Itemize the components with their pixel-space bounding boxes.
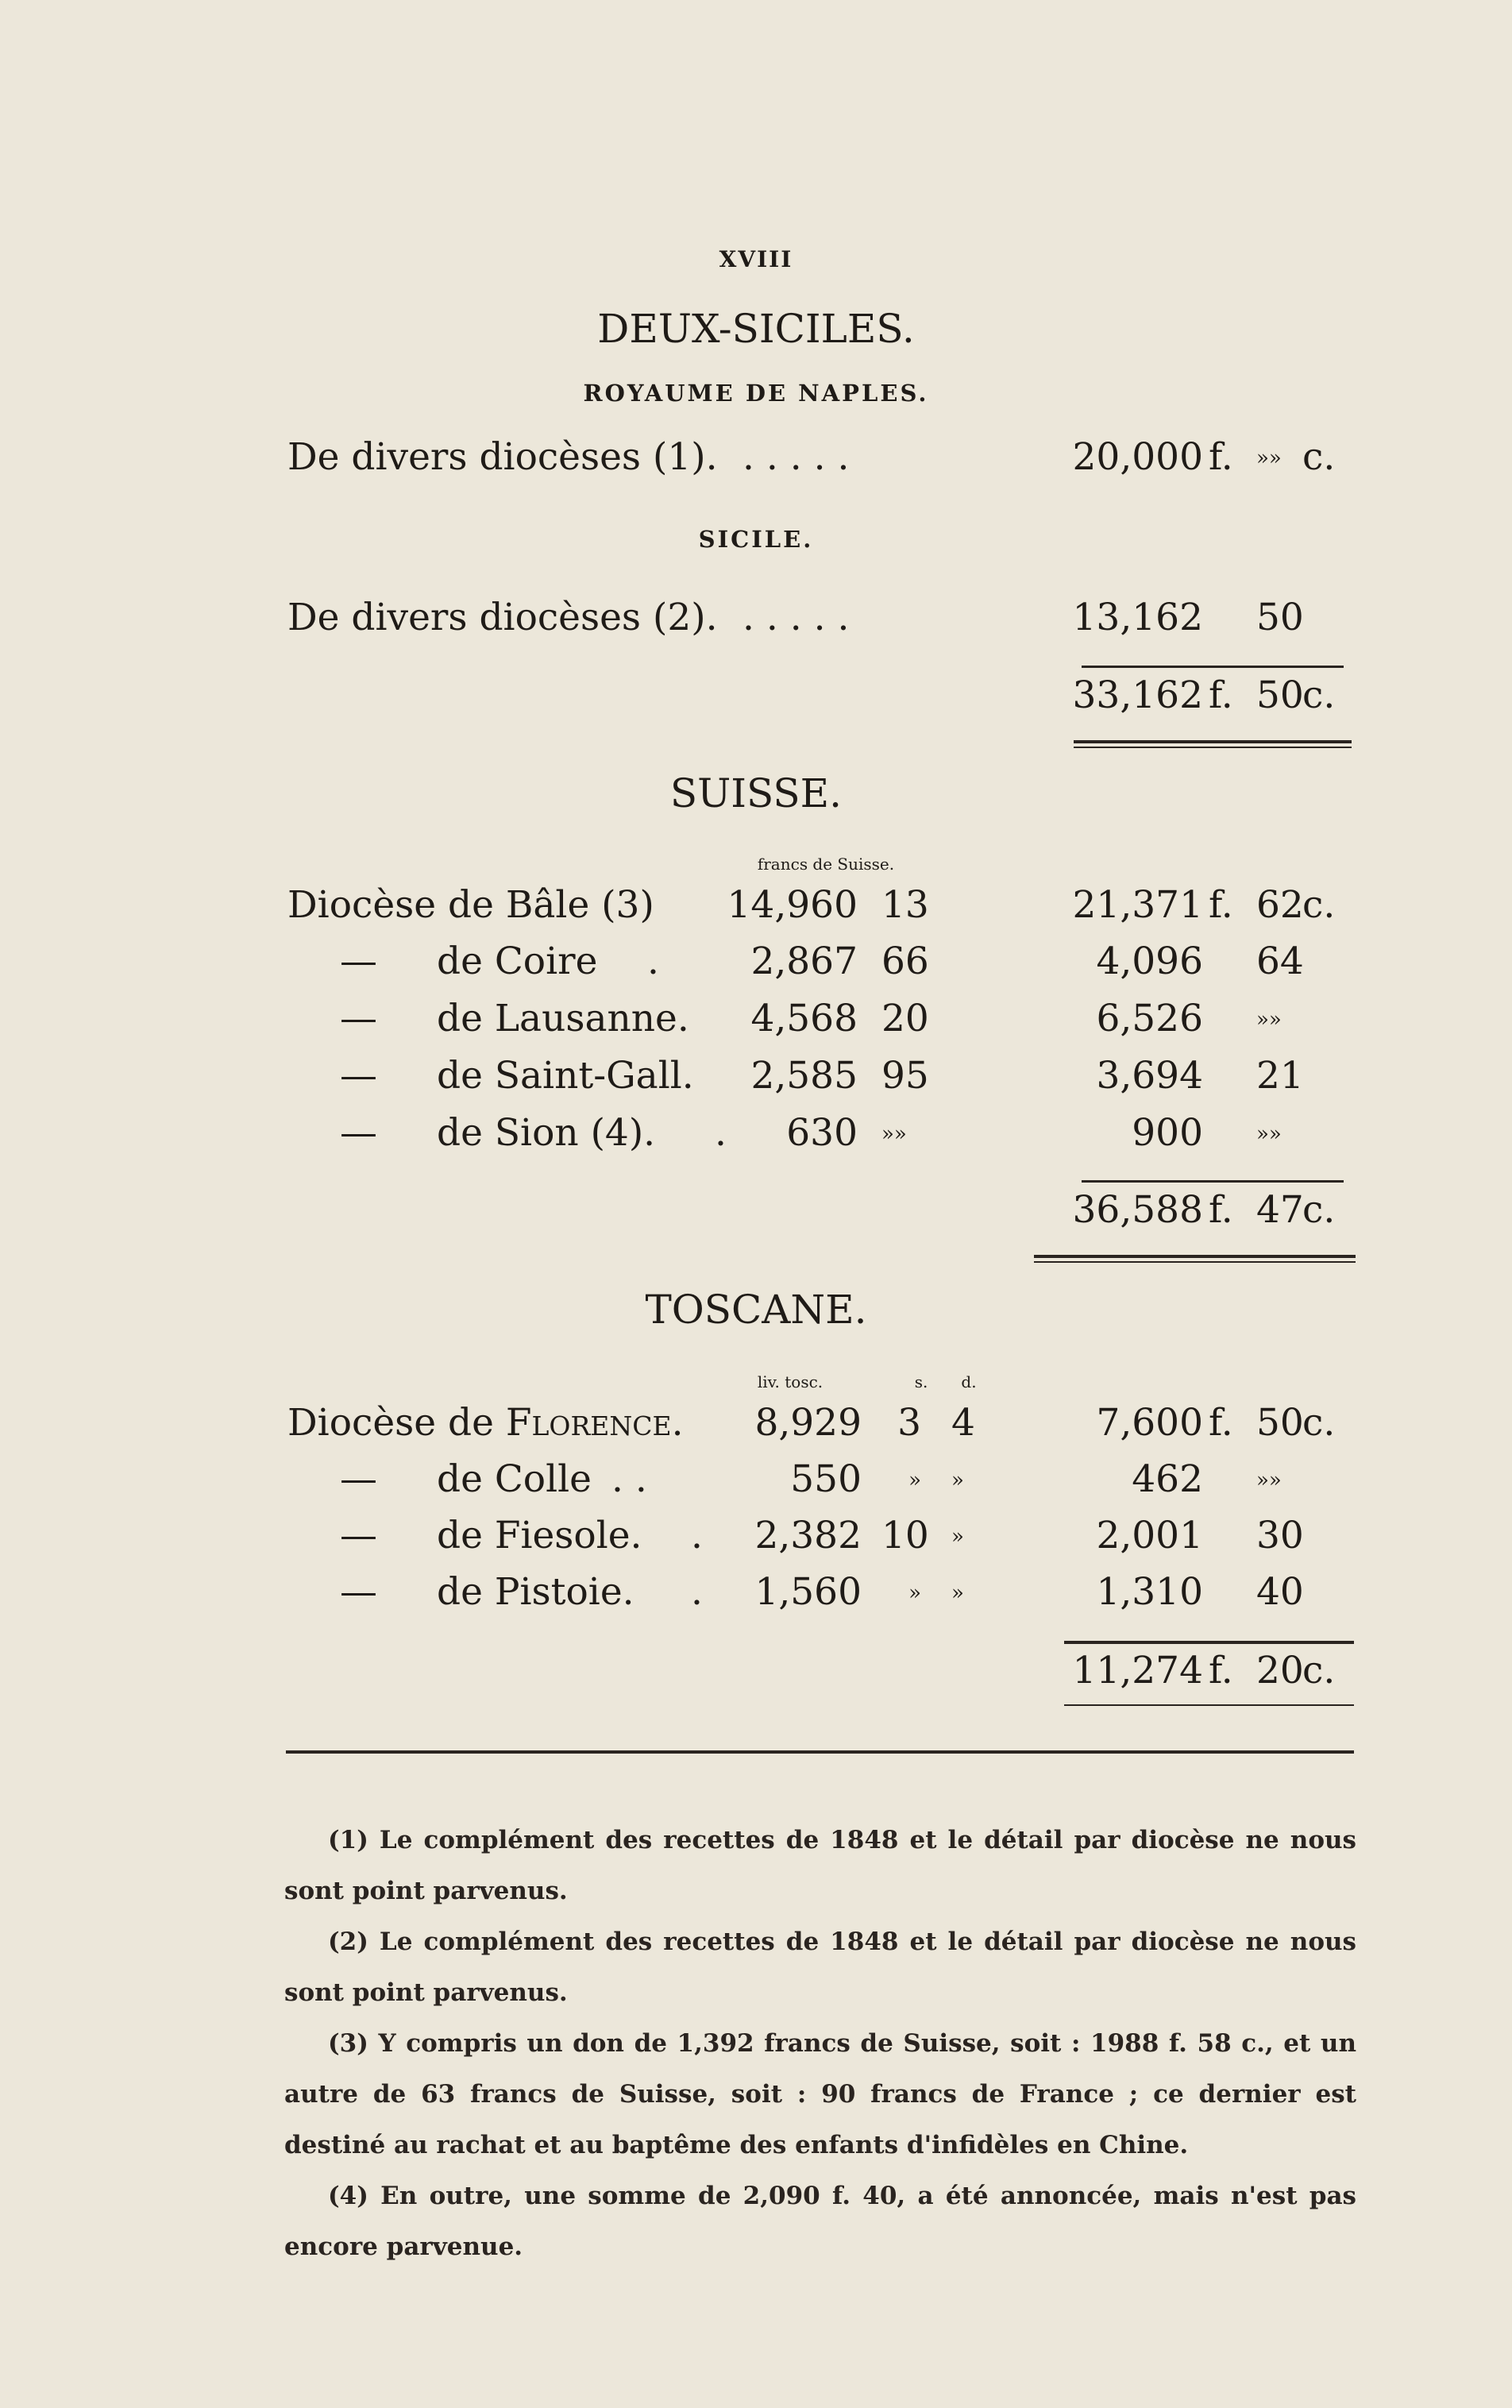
total-deux-siciles	[0, 673, 1512, 731]
francs-value: 6,526	[1096, 997, 1203, 1040]
footnote-3: (3) Y compris un don de 1,392 francs de Suisse, soit : 1988 f. 58 c., et un autre de 63 francs de Suisse, soit : 90 francs de France ; ce dernier est destiné au rachat et au baptême des enfants d'infidèles en Chine.	[284, 2029, 1356, 2159]
local-units: 14,960	[727, 883, 858, 927]
local-sub: 66	[881, 940, 929, 983]
row-pistoie	[0, 1570, 1512, 1627]
subtotal-rule	[1082, 1180, 1344, 1183]
cents-unit: c.	[1302, 1401, 1336, 1445]
subtotal-rule	[1082, 666, 1344, 668]
row-label	[287, 1401, 684, 1445]
footnote-separator	[286, 1750, 1354, 1754]
leader-dots: .	[691, 1514, 703, 1557]
ditto-dash: —	[340, 997, 377, 1040]
cents-value: »»	[1256, 1122, 1282, 1146]
local-units: 630	[786, 1111, 858, 1155]
total-cents: 20	[1256, 1649, 1304, 1692]
ditto-dash: —	[340, 1054, 377, 1098]
local-sub: »»	[881, 1122, 907, 1146]
francs-value: 900	[1132, 1111, 1203, 1155]
leader-dots: .	[715, 1111, 727, 1155]
leader-dots: . . . . .	[742, 435, 850, 479]
deniers-value: »	[951, 1525, 964, 1549]
francs-value: 20,000	[1072, 435, 1203, 479]
footnote-4: (4) En outre, une somme de 2,090 f. 40, a été annoncée, mais n'est pas encore parvenue.	[284, 2182, 1356, 2261]
deniers-value: »	[951, 1468, 964, 1492]
row-saint-gall	[0, 1054, 1512, 1111]
unit-label-francs-suisse: francs de Suisse.	[757, 855, 895, 874]
cents-unit: c.	[1302, 1649, 1336, 1692]
lire-value: 2,382	[754, 1514, 862, 1557]
francs-value: 2,001	[1096, 1514, 1203, 1557]
sous-value: 3	[897, 1401, 921, 1445]
section-rule	[1074, 740, 1352, 743]
lire-value: 1,560	[754, 1570, 862, 1614]
total-cents: 50	[1256, 673, 1304, 717]
row-label: de Sion (4).	[437, 1111, 656, 1155]
row-lausanne	[0, 997, 1512, 1054]
row-florence	[0, 1401, 1512, 1458]
francs-unit: f.	[1209, 1649, 1233, 1692]
row-naples	[0, 435, 1512, 492]
cents-value: 50	[1256, 596, 1304, 639]
unit-label-deniers: d.	[961, 1372, 977, 1391]
leader-dots: . .	[611, 1457, 647, 1501]
francs-unit: f.	[1209, 883, 1233, 927]
cents-value: 21	[1256, 1054, 1304, 1098]
lire-value: 8,929	[754, 1401, 862, 1445]
section-title-deux-siciles: DEUX-SICILES.	[597, 306, 915, 352]
row-label: Diocèse de Bâle (3)	[287, 883, 654, 927]
leader-dots: .	[647, 940, 659, 983]
ditto-dash: —	[340, 1457, 377, 1501]
row-fiesole	[0, 1514, 1512, 1571]
francs-value: 7,600	[1096, 1401, 1203, 1445]
footnotes	[284, 1815, 1356, 2272]
footnote-1: (1) Le complément des recettes de 1848 et le détail par diocèse ne nous sont point parvenus.	[284, 1826, 1356, 1905]
ditto-dash: —	[340, 940, 377, 983]
local-units: 2,867	[750, 940, 858, 983]
total-toscane	[0, 1649, 1512, 1706]
francs-value: 1,310	[1096, 1570, 1203, 1614]
row-sion	[0, 1111, 1512, 1168]
cents-value: »»	[1256, 1468, 1282, 1492]
local-sub: 13	[881, 883, 929, 927]
row-label: De divers diocèses (2).	[287, 596, 718, 639]
row-colle	[0, 1457, 1512, 1515]
row-bale	[0, 883, 1512, 940]
total-suisse	[0, 1188, 1512, 1245]
ditto-dash: —	[340, 1514, 377, 1557]
cents-value: 50	[1256, 1401, 1304, 1445]
total-cents: 47	[1256, 1188, 1304, 1232]
francs-value: 13,162	[1072, 596, 1203, 639]
sous-value: »	[908, 1468, 921, 1492]
cents-value: »»	[1256, 446, 1282, 470]
total-underline	[1064, 1704, 1354, 1706]
cents-value: 62	[1256, 883, 1304, 927]
ditto-dash: —	[340, 1111, 377, 1155]
row-label: de Pistoie.	[437, 1570, 634, 1614]
cents-value: 30	[1256, 1514, 1304, 1557]
unit-label-sous: s.	[914, 1372, 928, 1391]
cents-unit: c.	[1302, 883, 1336, 927]
section-title-toscane: TOSCANE.	[645, 1287, 867, 1333]
row-label: De divers diocèses (1).	[287, 435, 718, 479]
row-sicile	[0, 596, 1512, 653]
francs-unit: f.	[1209, 435, 1233, 479]
francs-value: 21,371	[1072, 883, 1203, 927]
deniers-value: 4	[951, 1401, 975, 1445]
row-label: de Coire	[437, 940, 598, 983]
leader-dots: .	[691, 1570, 703, 1614]
row-coire	[0, 940, 1512, 997]
francs-unit: f.	[1209, 1188, 1233, 1232]
cents-value: 40	[1256, 1570, 1304, 1614]
section-title-suisse: SUISSE.	[669, 770, 843, 816]
row-label: de Colle	[437, 1457, 592, 1501]
francs-unit: f.	[1209, 673, 1233, 717]
cents-value: »»	[1256, 1008, 1282, 1032]
ditto-dash: —	[340, 1570, 377, 1614]
row-label: de Fiesole.	[437, 1514, 642, 1557]
unit-label-lire: liv. tosc.	[757, 1372, 824, 1391]
page-number: XVIII	[719, 246, 793, 272]
total-francs: 33,162	[1072, 673, 1203, 717]
row-label-prefix: Diocèse de	[287, 1401, 506, 1445]
row-label-city: Florence.	[505, 1401, 684, 1445]
subheading-sicile: SICILE.	[698, 526, 814, 553]
sous-value: 10	[881, 1514, 929, 1557]
subtotal-rule	[1064, 1641, 1354, 1644]
cents-unit: c.	[1302, 673, 1336, 717]
total-francs: 11,274	[1072, 1649, 1203, 1692]
section-rule-thin	[1034, 1261, 1356, 1263]
section-rule-thin	[1074, 747, 1352, 748]
cents-value: 64	[1256, 940, 1304, 983]
row-label: de Lausanne.	[437, 997, 689, 1040]
leader-dots: . . . . .	[742, 596, 850, 639]
francs-unit: f.	[1209, 1401, 1233, 1445]
local-units: 4,568	[750, 997, 858, 1040]
francs-value: 462	[1132, 1457, 1203, 1501]
deniers-value: »	[951, 1581, 964, 1605]
local-units: 2,585	[750, 1054, 858, 1098]
local-sub: 95	[881, 1054, 929, 1098]
cents-unit: c.	[1302, 1188, 1336, 1232]
local-sub: 20	[881, 997, 929, 1040]
section-rule	[1034, 1255, 1356, 1258]
subheading-naples: ROYAUME DE NAPLES.	[583, 380, 929, 407]
cents-unit: c.	[1302, 435, 1336, 479]
footnote-2: (2) Le complément des recettes de 1848 et le détail par diocèse ne nous sont point parvenus.	[284, 1928, 1356, 2007]
francs-value: 3,694	[1096, 1054, 1203, 1098]
sous-value: »	[908, 1581, 921, 1605]
total-francs: 36,588	[1072, 1188, 1203, 1232]
lire-value: 550	[790, 1457, 862, 1501]
francs-value: 4,096	[1096, 940, 1203, 983]
row-label: de Saint-Gall.	[437, 1054, 694, 1098]
